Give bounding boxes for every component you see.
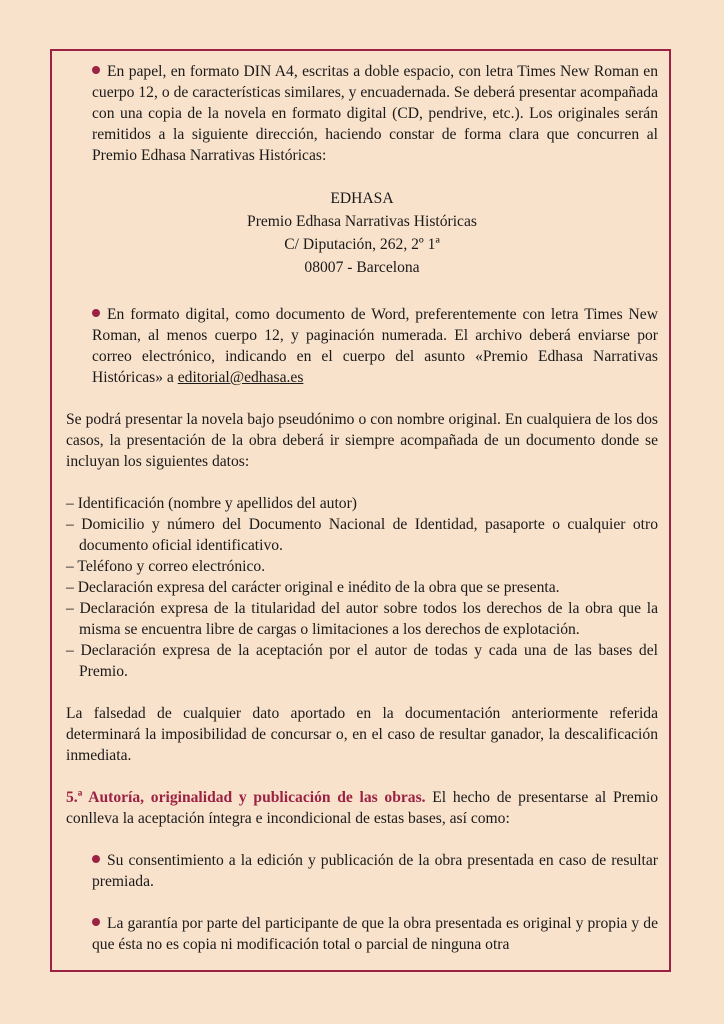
address-line-4: 08007 - Barcelona	[304, 259, 420, 276]
postal-address	[66, 187, 658, 279]
section-5-paragraph	[66, 787, 658, 829]
section-5-text: El hecho de presentarse al Premio conlleva la aceptación íntegra e incondicional de estas bases, así como:	[66, 789, 658, 827]
address-line-1: EDHASA	[330, 190, 394, 207]
pseudonym-paragraph: Se podrá presentar la novela bajo pseudónimo o con nombre original. En cualquiera de los dos casos, la presentación de la obra deberá ir siempre acompañada de un documento donde se incluyan los siguientes datos:	[66, 411, 658, 470]
bullet-icon	[92, 855, 100, 863]
list-item: – Declaración expresa del carácter original e inédito de la obra que se presenta.	[66, 579, 560, 596]
falsedad-paragraph: La falsedad de cualquier dato aportado en la documentación anteriormente referida determinará la imposibilidad de concursar o, en el caso de resultar ganador, la descalificación inmediata.	[66, 705, 658, 764]
bullet-digital-text: En formato digital, como documento de Word, preferentemente con letra Times New Roman, al menos cuerpo 12, y paginación numerada. El archivo deberá enviarse por correo electrónico, indicando en el cuerpo del asunto «Premio Edhasa Narrativas Históricas» a	[92, 306, 658, 386]
bullet-paper-format	[66, 61, 658, 166]
list-item: – Declaración expresa de la titularidad del autor sobre todos los derechos de la obra que la misma se encuentra libre de cargas o limitaciones a los derechos de explotación.	[66, 600, 658, 638]
list-item: – Domicilio y número del Documento Nacional de Identidad, pasaporte o cualquier otro documento oficial identificativo.	[66, 516, 658, 554]
bullet-paper-text: En papel, en formato DIN A4, escritas a doble espacio, con letra Times New Roman en cuerpo 12, o de características similares, y encuadernada. Se deberá presentar acompañada con una copia de la novela en formato digital (CD, pendrive, etc.). Los originales serán remitidos a la siguiente dirección, haciendo constar de forma clara que concurren al Premio Edhasa Narrativas Históricas:	[92, 63, 658, 164]
address-line-2: Premio Edhasa Narrativas Históricas	[247, 213, 477, 230]
document-body	[66, 61, 658, 955]
bullet-guarantee	[66, 913, 658, 955]
list-item: – Teléfono y correo electrónico.	[66, 558, 266, 575]
bullet-icon	[92, 918, 100, 926]
section-5-heading: 5.ª Autoría, originalidad y publicación de las obras.	[66, 789, 426, 806]
address-line-3: C/ Diputación, 262, 2º 1ª	[284, 236, 440, 253]
bullet-digital-format	[66, 304, 658, 388]
bullet-icon	[92, 66, 100, 74]
email-link[interactable]: editorial@edhasa.es	[177, 369, 304, 386]
list-item: – Identificación (nombre y apellidos del autor)	[66, 495, 357, 512]
bullet-guarantee-text: La garantía por parte del participante de que la obra presentada es original y propia y de que ésta no es copia ni modificación total o parcial de ninguna otra	[92, 915, 658, 953]
bullet-consent	[66, 850, 658, 892]
bullet-icon	[92, 309, 100, 317]
list-item: – Declaración expresa de la aceptación por el autor de todas y cada una de las bases del Premio.	[66, 642, 658, 680]
bullet-consent-text: Su consentimiento a la edición y publicación de la obra presentada en caso de resultar premiada.	[92, 852, 658, 890]
requirements-list	[66, 493, 658, 682]
